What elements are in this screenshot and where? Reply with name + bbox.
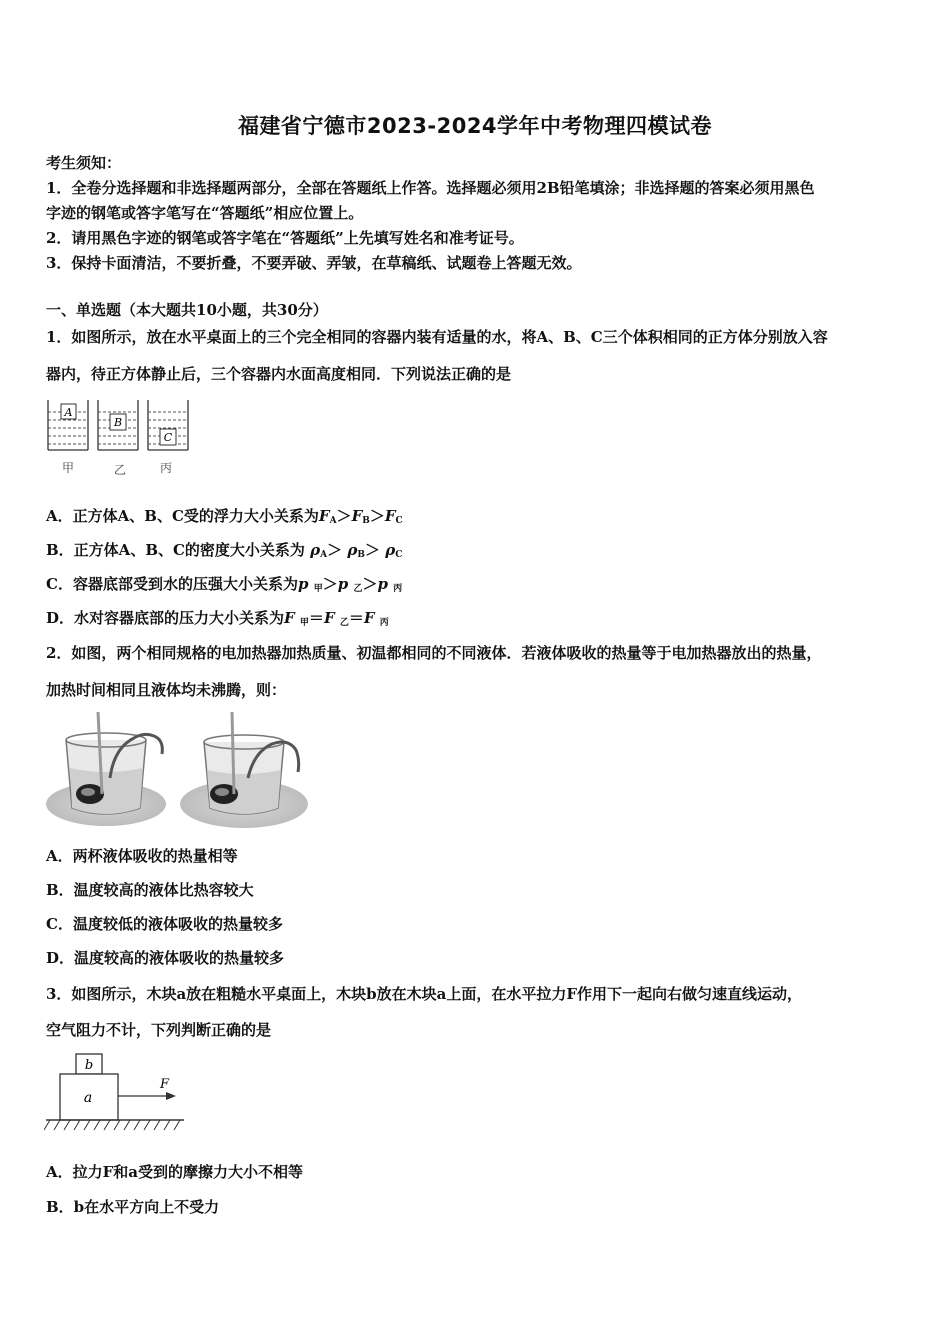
cube-c-label: C	[163, 431, 173, 444]
q3-stem-line2: 空气阻力不计，下列判断正确的是	[46, 1021, 272, 1039]
q2-option-c: C．温度较低的液体吸收的热量较多	[46, 915, 283, 933]
q3-option-a: A．拉力F和a受到的摩擦力大小不相等	[46, 1163, 304, 1181]
q2-stem-line1: 2．如图，两个相同规格的电加热器加热质量、初温都相同的不同液体．若液体吸收的热量等于电加热器放出的热量，	[46, 644, 822, 662]
q1-stem-line1: 1．如图所示，放在水平桌面上的三个完全相同的容器内装有适量的水，将A、B、C三个体积相同的正方体分别放入容	[46, 328, 828, 346]
caption-jia: 甲	[61, 461, 75, 475]
container-jia	[48, 400, 88, 450]
notice-item-1-cont: 字迹的钢笔或答字笔写在“答题纸”相应位置上。	[46, 204, 364, 222]
caption-yi: 乙	[113, 463, 127, 477]
svg-text:a: a	[83, 1090, 93, 1106]
caption-bing: 丙	[159, 461, 173, 475]
svg-text:b: b	[84, 1058, 94, 1073]
q2-stem-line2: 加热时间相同且液体均未沸腾，则：	[46, 681, 287, 699]
q3-option-b: B．b在水平方向上不受力	[46, 1198, 220, 1216]
ground-surface	[44, 1120, 184, 1130]
right-beaker	[180, 712, 308, 828]
page-title: 福建省宁德市2023-2024学年中考物理四模试卷	[237, 114, 713, 138]
q1-containers-figure	[44, 396, 194, 478]
q1-stem-line2: 器内，待正方体静止后，三个容器内水面高度相同．下列说法正确的是	[46, 365, 512, 383]
q2-beakers-figure	[44, 708, 314, 834]
section-heading: 一、单选题（本大题共10小题，共30分）	[46, 301, 328, 319]
cube-b-label: B	[113, 416, 123, 429]
block-b	[76, 1054, 102, 1074]
notice-item-1: 1．全卷分选择题和非选择题两部分，全部在答题纸上作答。选择题必须用2B铅笔填涂；非选择题的答案必须用黑色	[46, 179, 815, 197]
q2-option-a: A．两杯液体吸收的热量相等	[46, 847, 238, 865]
left-beaker	[46, 712, 166, 826]
cube-a-label: A	[64, 406, 73, 419]
notice-item-3: 3．保持卡面清洁，不要折叠，不要弄破、弄皱，在草稿纸、试题卷上答题无效。	[46, 254, 582, 272]
q1-option-c: C．容器底部受到水的压强大小关系为p $_甲$＞p $_乙$＞p $_丙$	[46, 575, 403, 594]
force-arrow	[118, 1077, 176, 1100]
container-bing	[148, 400, 188, 450]
q3-stem-line1: 3．如图所示，木块a放在粗糙水平桌面上，木块b放在木块a上面，在水平拉力F作用下一起向右做匀速直线运动，	[46, 985, 803, 1003]
svg-text:F: F	[160, 1077, 170, 1092]
q1-option-a: A．正方体A、B、C受的浮力大小关系为$F_A>F_B>F_C$	[46, 507, 403, 526]
notice-item-2: 2．请用黑色字迹的钢笔或答字笔在“答题纸”上先填写姓名和准考证号。	[46, 229, 524, 247]
notice-heading: 考生须知：	[46, 154, 122, 172]
q3-blocks-figure	[44, 1050, 194, 1138]
block-a	[60, 1074, 118, 1120]
q1-option-b: B．正方体A、B、C的密度大小关系为 $\rho_A> \rho_B> \rho_C$	[46, 541, 403, 560]
q2-option-b: B．温度较高的液体比热容较大	[46, 881, 254, 899]
container-yi	[98, 400, 138, 450]
q1-option-d: D．水对容器底部的压力大小关系为F $_甲$＝F $_乙$＝F $_丙$	[46, 609, 389, 628]
q2-option-d: D．温度较高的液体吸收的热量较多	[46, 949, 285, 967]
